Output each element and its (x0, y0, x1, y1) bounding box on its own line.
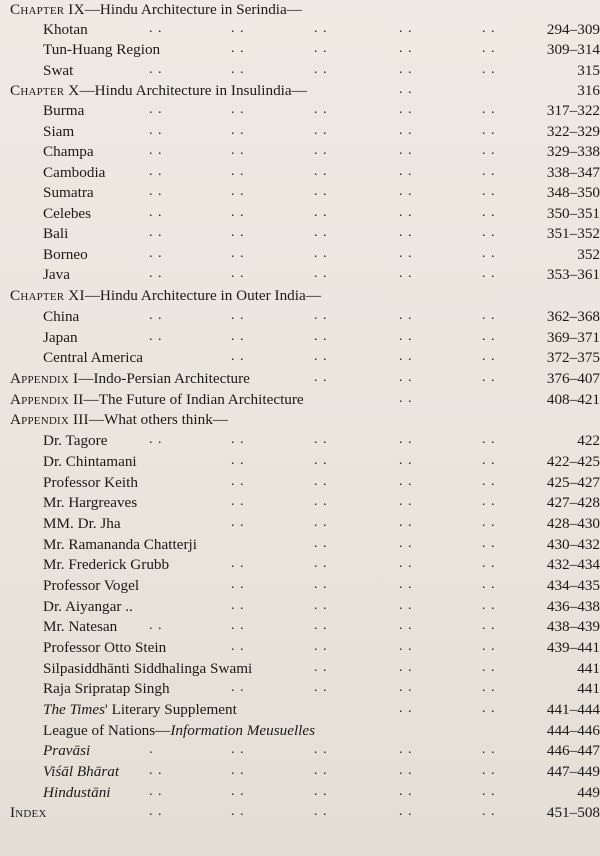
entry-italic-title: Hindustāni (43, 784, 111, 801)
leader-dots: . . . . . . . . . . (149, 62, 496, 77)
entry-title: Sumatra (43, 184, 94, 201)
entry-italic-title: Information Meusuelles (170, 722, 316, 739)
entry-pages: 315 (577, 62, 600, 79)
entry-title: Burma (43, 102, 85, 119)
leader-dots: . . . . . . (314, 370, 496, 385)
leader-dots: . . . . . . . . . . (149, 246, 496, 261)
entry-title: —What others think— (88, 411, 228, 428)
entry-pages: 446–447 (546, 742, 600, 759)
entry-pages: 316 (577, 82, 600, 99)
leader-dots: . . . . . . . . (231, 515, 496, 530)
leader-dots: . . . . . . . . . . (149, 123, 496, 138)
leader-dots: . . . . . . . . . . (149, 308, 496, 323)
entry-title: Mr. Frederick Grubb (43, 556, 170, 573)
entry-title: ' Literary Supplement (105, 701, 237, 718)
entry-pages: 376–407 (546, 370, 600, 387)
entry-pages: 329–338 (546, 143, 600, 160)
leader-dots: . . . . . . (314, 660, 496, 675)
entry-title: Dr. Tagore (43, 432, 108, 449)
leader-dots: . . . . . . . . (231, 556, 496, 571)
entry-title: China (43, 308, 80, 325)
leader-dots: . . . . . . . . . . (149, 102, 496, 117)
entry-title: —The Future of Indian Architecture (83, 391, 304, 408)
entry-title: —Indo-Persian Architecture (78, 370, 250, 387)
entry-title: Professor Vogel (43, 577, 140, 594)
toc-entry (0, 473, 600, 493)
entry-pages: 372–375 (546, 349, 600, 366)
entry-prefix: Appendix II (10, 391, 84, 408)
entry-pages: 352 (577, 246, 600, 263)
leader-dots: . . . . . . . . . . (149, 21, 496, 36)
toc-entry (0, 514, 600, 534)
entry-italic-title: Viśāl Bhārat (43, 763, 120, 780)
toc-entry (0, 659, 600, 679)
entry-pages: 432–434 (546, 556, 600, 573)
entry-pages: 408–421 (546, 391, 600, 408)
leader-dots: . . . . . . (314, 536, 496, 551)
entry-title: Professor Otto Stein (43, 639, 167, 656)
toc-chapter-ix (0, 0, 600, 20)
entry-prefix: Chapter IX (10, 1, 85, 18)
entry-title: —Hindu Architecture in Insulindia— (79, 82, 307, 99)
entry-title: Professor Keith (43, 474, 138, 491)
leader-dots: . . . . . . . . . . (149, 266, 496, 281)
toc-entry (0, 783, 600, 803)
toc-entry (0, 431, 600, 451)
entry-title: Mr. Hargreaves (43, 494, 138, 511)
entry-pages: 351–352 (546, 225, 600, 242)
toc-entry (0, 204, 600, 224)
entry-title: Khotan (43, 21, 88, 38)
entry-title: Mr. Ramananda Chatterji (43, 536, 197, 553)
toc-entry (0, 348, 600, 368)
leader-dots: . . . . . . . . (231, 577, 496, 592)
toc-entry (0, 101, 600, 121)
entry-pages: 353–361 (546, 266, 600, 283)
toc-entry (0, 245, 600, 265)
toc-appendix-ii (0, 390, 600, 410)
entry-pages: 447–449 (546, 763, 600, 780)
leader-dots: . . . . . . . . . . (149, 205, 496, 220)
toc-entry (0, 679, 600, 699)
toc-entry (0, 61, 600, 81)
toc-entry (0, 555, 600, 575)
entry-pages: 441–444 (546, 701, 600, 718)
toc-entry (0, 328, 600, 348)
entry-pages: 425–427 (546, 474, 600, 491)
toc-entry (0, 576, 600, 596)
entry-title: Champa (43, 143, 94, 160)
toc-entry (0, 762, 600, 782)
entry-title: Bali (43, 225, 69, 242)
leader-dots: . . . . . . . . . . (149, 804, 496, 819)
leader-dots: . . . . . . . . (231, 680, 496, 695)
leader-dots: . . . . . . . . (231, 494, 496, 509)
toc-appendix-i (0, 369, 600, 389)
leader-dots: . . . . . . . . . . (149, 329, 496, 344)
entry-title: —Hindu Architecture in Outer India— (84, 287, 321, 304)
leader-dots: . . . . . . . . (231, 474, 496, 489)
leader-dots: . . . . . . . . (231, 639, 496, 654)
entry-title: Mr. Natesan (43, 618, 118, 635)
leader-dots: . . . . . . . . . . (149, 143, 496, 158)
entry-title: Cambodia (43, 164, 106, 181)
entry-title: League of Nations— (43, 722, 171, 739)
toc-entry (0, 597, 600, 617)
entry-title: Dr. Chintamani (43, 453, 137, 470)
entry-prefix: Appendix III (10, 411, 89, 428)
entry-title: Borneo (43, 246, 88, 263)
leader-dots: . . . . . . . . (231, 41, 496, 56)
leader-dots: . . . . . . . . . . (149, 784, 496, 799)
entry-pages: 436–438 (546, 598, 600, 615)
entry-prefix: Chapter XI (10, 287, 85, 304)
leader-dots: . . . . . . . . . . (149, 225, 496, 240)
entry-pages: 428–430 (546, 515, 600, 532)
entry-title: Silpasiddhānti Siddhalinga Swami (43, 660, 253, 677)
entry-title: MM. Dr. Jha (43, 515, 121, 532)
leader-dots: . . . . (399, 701, 496, 716)
entry-pages: 439–441 (546, 639, 600, 656)
entry-prefix: Chapter X (10, 82, 80, 99)
leader-dots: . . . . . . . . . . (149, 763, 496, 778)
leader-dots: . . (399, 391, 413, 406)
toc-entry (0, 721, 600, 741)
entry-title: Raja Sripratap Singh (43, 680, 170, 697)
toc-entry (0, 535, 600, 555)
toc-entry (0, 40, 600, 60)
toc-entry (0, 183, 600, 203)
entry-pages: 427–428 (546, 494, 600, 511)
toc-entry (0, 638, 600, 658)
entry-title: Dr. Aiyangar .. (43, 598, 133, 615)
entry-pages: 451–508 (546, 804, 600, 821)
entry-prefix: Index (10, 804, 47, 821)
leader-dots: . . . . . . . . . (149, 742, 496, 757)
leader-dots: . . . . . . . . . . (149, 184, 496, 199)
entry-pages: 422–425 (546, 453, 600, 470)
leader-dots: . . . . . . . . (231, 598, 496, 613)
entry-title: Siam (43, 123, 75, 140)
leader-dots: . . . . . . . . . . (149, 432, 496, 447)
entry-title: Celebes (43, 205, 92, 222)
toc-entry (0, 224, 600, 244)
leader-dots: . . . . . . . . (231, 453, 496, 468)
toc-entry (0, 20, 600, 40)
entry-title: Japan (43, 329, 78, 346)
entry-title: Java (43, 266, 70, 283)
entry-prefix: Appendix I (10, 370, 79, 387)
toc-entry (0, 741, 600, 761)
entry-pages: 322–329 (546, 123, 600, 140)
leader-dots: . . . . . . . . . . (149, 618, 496, 633)
toc-entry (0, 493, 600, 513)
entry-pages: 449 (577, 784, 600, 801)
entry-pages: 348–350 (546, 184, 600, 201)
toc-chapter-xi (0, 286, 600, 306)
toc-entry (0, 265, 600, 285)
toc-entry (0, 617, 600, 637)
entry-italic-title: The Times (43, 701, 106, 718)
toc-appendix-iii (0, 410, 600, 430)
entry-pages: 294–309 (546, 21, 600, 38)
entry-pages: 317–322 (546, 102, 600, 119)
entry-pages: 441 (577, 680, 600, 697)
entry-pages: 444–446 (546, 722, 600, 739)
entry-title: Central America (43, 349, 143, 366)
leader-dots: . . . . . . . . . . (149, 164, 496, 179)
leader-dots: . . . . . . . . (231, 349, 496, 364)
entry-pages: 438–439 (546, 618, 600, 635)
entry-pages: 338–347 (546, 164, 600, 181)
toc-entry (0, 700, 600, 720)
entry-title: Swat (43, 62, 74, 79)
toc-entry (0, 142, 600, 162)
toc-entry (0, 452, 600, 472)
leader-dots: . . (399, 82, 413, 97)
toc-chapter-x (0, 81, 600, 101)
entry-italic-title: Pravāsi (43, 742, 91, 759)
entry-pages: 362–368 (546, 308, 600, 325)
entry-pages: 422 (577, 432, 600, 449)
entry-pages: 441 (577, 660, 600, 677)
entry-pages: 350–351 (546, 205, 600, 222)
entry-pages: 430–432 (546, 536, 600, 553)
entry-pages: 434–435 (546, 577, 600, 594)
entry-title: —Hindu Architecture in Serindia— (84, 1, 302, 18)
toc-entry (0, 122, 600, 142)
toc-entry (0, 163, 600, 183)
entry-pages: 369–371 (546, 329, 600, 346)
entry-title: Tun-Huang Region (43, 41, 161, 58)
entry-pages: 309–314 (546, 41, 600, 58)
toc-entry (0, 307, 600, 327)
toc-index (0, 803, 600, 823)
